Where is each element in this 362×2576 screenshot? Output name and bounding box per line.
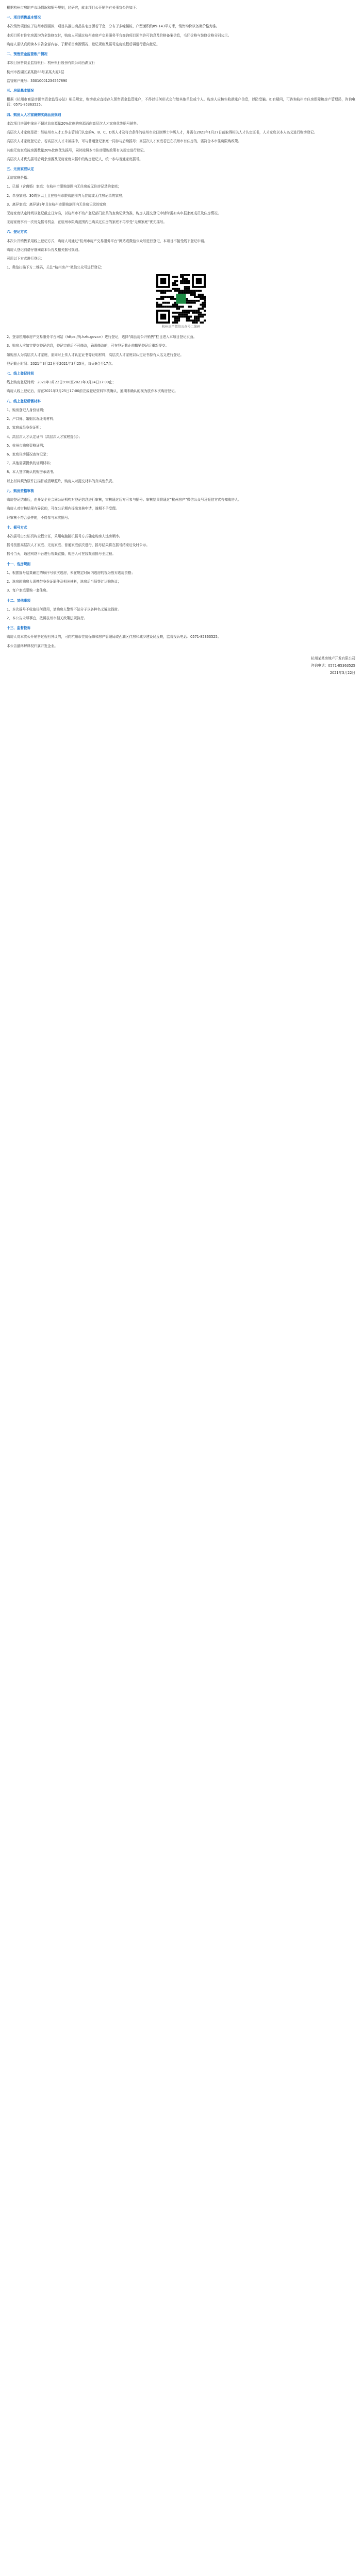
section-paragraph: 2、选房时购房人需携带身份证原件及相关材料，选房后当场签订认购协议；	[7, 580, 121, 584]
intro-paragraph: 根据杭州市房地产市场情况和摇号规则，经研究，就本项目公开销售有关事宜公告如下：	[7, 6, 140, 10]
section-title: 六、登记方式	[7, 230, 27, 234]
section-paragraph: 本次摇号由公证机构全程公证，采用电脑随机摇号方式确定购房人选房顺序。	[7, 534, 123, 538]
section-paragraph: 1、根据摇号结果确定的顺序号依次选房，未在规定时间内选房的视为放弃选房资格；	[7, 570, 135, 575]
section-title: 十一、选房规则	[7, 562, 31, 566]
section-paragraph: 其他无房家庭按房源数量20%比例优先摇号，同时按照本市住房限购政策有关规定进行登记。	[7, 148, 147, 152]
section-paragraph: 根据《杭州市商品房预售资金监管办法》相关规定，购房款应直接存入预售资金监管账户，不得以任何形式交付给其他单位或个人。购房人应核实收款账户信息，以防受骗。如有疑问，可咨询杭州市住房保障和房产管理局，咨询电话：0571-85363525。	[7, 97, 355, 107]
section-paragraph: 3、购房人应如实提交登记信息，登记完成后不可修改，确需修改的，可在登记截止前撤销登记后重新提交。	[7, 344, 169, 348]
section-paragraph: 购房人线上登记后，需在2021年3月25日17:00前完成登记资料审核确认，逾期未确认的视为放弃本次购房登记。	[7, 389, 178, 394]
qr-code-icon[interactable]	[156, 274, 206, 324]
section-title: 十、摇号方式	[7, 525, 27, 530]
section-title: 九、购房资格审核	[7, 488, 34, 493]
section-title: 十二、其他事项	[7, 598, 31, 603]
section-title: 四、购房人人才家庭购买商品房规则	[7, 112, 61, 117]
announcement-page	[0, 0, 362, 685]
section-paragraph: 无房家庭是指：	[7, 176, 31, 180]
sections-container	[7, 15, 355, 649]
section-title: 八、线上登记所需材料	[7, 399, 41, 403]
section-paragraph: 购房人需认真阅读本公告全部内容，了解项目房源情况、登记规则及摇号选房流程后再进行意向登记。	[7, 42, 160, 46]
section-paragraph: 本项目预售资金监管银行：杭州银行股份有限公司西湖支行	[7, 61, 95, 65]
section-paragraph: 本项目所有住宅房源均为全装修交付，购房人可通过杭州市房产交易服务平台查询项目预售许可信息及价格备案信息，毛坯价格与装修价格分别公示。	[7, 33, 232, 38]
section-paragraph: 本次项目房源中拿出不超过总房源量20%比例的房源面向高层次人才家庭优先摇号销售。	[7, 121, 140, 126]
section-title: 三、房屋基本情况	[7, 88, 34, 93]
section-paragraph: 2、本公告未尽事宜，按照杭州市相关政策法规执行。	[7, 616, 87, 620]
section-paragraph: 无房家庭享有一次优先摇号机会，在杭州市限购范围内已购买过住房的家庭不再享受“无房家庭”优先摇号。	[7, 220, 167, 225]
section-paragraph: 1、微信扫描下方二维码，关注“杭州房产”微信公众号进行登记；	[7, 265, 105, 270]
section-paragraph: 1、本次摇号不收取任何费用，请购房人警惕不法分子以各种名义骗取钱财。	[7, 607, 121, 612]
section-paragraph: 本次销售项目位于杭州市西湖区，项目共推出商品住宅房源若干套，分布于多幢楼栋，户型面积约89-143平方米，销售均价以备案价格为准。	[7, 24, 220, 29]
section-paragraph: 1、已婚（含离婚）家庭：在杭州市限购范围内无住房或无住房记录的家庭；	[7, 184, 121, 189]
section-paragraph: 购房人对本次公开销售过程有异议的，可向杭州市住房保障和房产管理局或西湖区住房和城乡建设局反映，监督投诉电话：0571-85363525。	[7, 635, 221, 639]
section-paragraph: 7、其他需要提供的证明材料；	[7, 461, 53, 466]
section-paragraph: 购房人登记前请仔细阅读本公告及相关摇号规则。	[7, 247, 82, 252]
section-paragraph: 本公告最终解释权归属开发企业。	[7, 643, 58, 648]
section-paragraph: 8、本人签字确认的购房承诺书。	[7, 470, 57, 474]
signature-phone: 咨询电话：0571-85363525	[311, 664, 355, 668]
section-paragraph: 3、离异家庭：离异满3年且在杭州市限购范围内无住房记录的家庭；	[7, 202, 110, 207]
section-paragraph: 摇号当天，通过网络平台进行视频直播，购房人可在线观看摇号全过程。	[7, 552, 116, 556]
signature-company: 杭州某某房地产开发有限公司	[311, 656, 355, 660]
section-paragraph: 4、高层次人才认定证书（高层次人才家庭提供）；	[7, 434, 82, 439]
section-paragraph: 2、单身家庭：30周岁以上且在杭州市限购范围内无住房或无住房记录的家庭；	[7, 193, 126, 198]
section-paragraph: 高层次人才优先摇号后剩余房源及无房家庭未摇中的购房登记人，统一参与普通家庭摇号。	[7, 157, 143, 161]
section-title: 一、项目销售基本情况	[7, 15, 41, 20]
section-paragraph: 3、家庭成员身份证明；	[7, 426, 43, 430]
section-title: 十三、监督投诉	[7, 626, 31, 631]
section-paragraph: 登记截止时间：2021年3月22日至2021年3月25日，每天9点至17点。	[7, 361, 115, 366]
section-paragraph: 2、户口簿、婚姻状况证明材料；	[7, 417, 57, 421]
section-paragraph: 购房登记结束后，由开发企业会同公证机构对登记信息进行审核，审核通过后方可参与摇号。审核结果将通过“杭州房产”微信公众号及短信方式告知购房人。	[7, 498, 242, 502]
section-paragraph: 2、登录杭州市房产交易服务平台网站（https://fj.hzfc.gov.cn）进行登记，选择“商品房公开销售”栏目进入本项目登记页面。	[7, 335, 197, 340]
section-paragraph: 可用以下方式进行登记：	[7, 257, 44, 261]
section-title: 七、线上登记时间	[7, 371, 34, 376]
section-title: 五、无房家庭认定	[7, 166, 34, 171]
signature-date: 2021年3月22日	[330, 671, 355, 675]
section-paragraph: 如购房人为高层次人才家庭，需同时上传人才认定证书等证明材料，高层次人才家庭以认定证书持有人名义进行登记。	[7, 352, 184, 357]
section-paragraph: 高层次人才家庭登记后，若高层次人才未被摇中，可与普通登记家庭一同参与后续摇号；高层次人才家庭若已在杭州市有住房的，需符合本市住房限购政策。	[7, 139, 241, 144]
qr-code-caption: 杭州房产微信公众号二维码	[161, 325, 201, 329]
section-paragraph: 经审核不符合条件的，不得参与本次摇号。	[7, 515, 72, 520]
section-title: 二、预售资金监管账户情况	[7, 52, 48, 57]
qr-code-block	[7, 274, 355, 330]
section-paragraph: 购房人对审核结果有异议的，可在公示期内提出复核申请，逾期不予受理。	[7, 506, 119, 511]
section-paragraph: 线上购房登记时间：2021年3月22日9:00至2021年3月24日17:00止；	[7, 380, 116, 385]
section-paragraph: 1、购房登记人身份证明；	[7, 408, 46, 412]
section-paragraph: 5、杭州市购房资格证明；	[7, 443, 46, 448]
section-paragraph: 3、每户家庭限购一套住房。	[7, 588, 50, 593]
signature-block	[7, 656, 355, 676]
section-paragraph: 摇号按照高层次人才家庭、无房家庭、普通家庭依次进行，摇号结果将在摇号结束后及时公示。	[7, 543, 150, 548]
section-paragraph: 无房家庭认定时间以登记截止日为准，以杭州市不动产登记部门出具的查询记录为准，购房人提交登记申请时需如实申报家庭成员及住房情况。	[7, 211, 221, 216]
section-paragraph: 高层次人才家庭是指：经杭州市人才工作主管部门认定的A、B、C、D类人才及符合条件的杭州市全日制博士学历人才，并需在2021年1月27日前取得相关人才认定证书，人才家庭以本人名义进行购房登记。	[7, 130, 317, 135]
section-paragraph: 以上材料须为原件扫描件或清晰照片，购房人对提交材料的真实性负责。	[7, 479, 116, 483]
section-paragraph: 监管账户账号：33010001234567890	[7, 78, 68, 83]
section-paragraph: 本次公开销售采用线上登记方式，购房人可通过“杭州市房产交易服务平台”网站或微信公众号进行登记，本项目不接受线下登记申请。	[7, 239, 208, 243]
section-paragraph: 杭州市西湖区某某路88号某某大厦1层	[7, 70, 64, 74]
section-paragraph: 6、家庭住房情况查询记录；	[7, 452, 50, 457]
